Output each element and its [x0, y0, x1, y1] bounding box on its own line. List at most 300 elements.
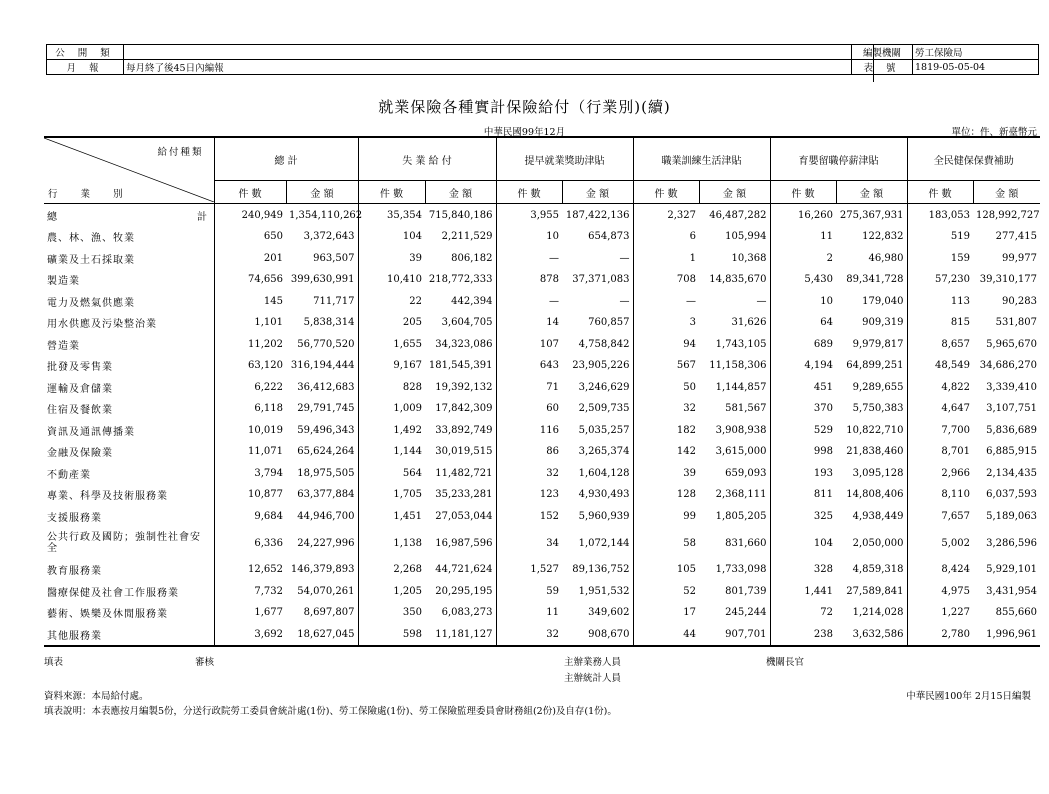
cell-amount: 855,660 — [995, 607, 1038, 619]
cell-amount: 17,842,309 — [435, 403, 493, 415]
cell-count: 8,424 — [907, 559, 973, 581]
cell-count: 7,657 — [907, 506, 973, 528]
table-row — [44, 420, 1040, 442]
cell-count: 1,227 — [907, 602, 973, 624]
cell-amount: 122,832 — [862, 231, 904, 243]
cell-amount: 33,892,749 — [435, 424, 493, 436]
cell-amount: 711,717 — [313, 295, 355, 307]
form-number-value: 1819-05-05-04 — [913, 60, 1039, 75]
group-header-early-reemployment: 提早就業獎助津貼 — [496, 137, 633, 181]
cell-count: 2,327 — [633, 204, 699, 227]
report-period: 中華民國99年12月 — [483, 127, 566, 138]
cell-count: 12,652 — [214, 559, 286, 581]
group-header-health-subsidy: 全民健保保費補助 — [907, 137, 1040, 181]
row-label: 其他服務業 — [44, 624, 214, 647]
cell-amount: 3,107,751 — [986, 403, 1038, 415]
table-row — [44, 602, 1040, 624]
cell-amount: 5,189,063 — [986, 510, 1038, 522]
row-label: 用水供應及污染整治業 — [47, 319, 157, 331]
cell-amount: 34,686,270 — [979, 360, 1038, 372]
cell-count: 5,002 — [907, 527, 973, 559]
cell-amount: 659,093 — [725, 467, 767, 479]
table-row — [44, 624, 1040, 647]
cell-amount: 1,951,532 — [578, 585, 630, 597]
cell-amount: 59,496,343 — [297, 424, 355, 436]
cell-count: 811 — [770, 484, 836, 506]
cell-amount: 4,930,493 — [578, 489, 630, 501]
cell-amount: 37,371,083 — [572, 274, 630, 286]
cell-amount: 23,905,226 — [572, 360, 630, 372]
cell-amount: 1,733,098 — [715, 564, 767, 576]
cell-amount: 1,996,961 — [973, 624, 1040, 647]
cell-count: 1,101 — [214, 312, 286, 334]
subheader-count: 件 數 — [770, 181, 836, 204]
cell-count: 3,955 — [496, 204, 562, 227]
row-label: 藝術、娛樂及休閒服務業 — [47, 609, 168, 621]
row-label: 專業、科學及技術服務業 — [47, 491, 168, 503]
table-row — [44, 355, 1040, 377]
cell-amount: 179,040 — [862, 295, 904, 307]
cell-count: 529 — [770, 420, 836, 442]
cell-amount: 9,289,655 — [852, 381, 904, 393]
cell-amount: 399,630,991 — [290, 274, 355, 286]
subheader-amount: 金 額 — [973, 181, 1040, 204]
cell-amount: 3,286,596 — [986, 537, 1038, 549]
cell-amount: 44,721,624 — [435, 564, 493, 576]
cell-count: 14 — [496, 312, 562, 334]
cell-amount: 581,567 — [725, 403, 767, 415]
agency-label: 編製機關 — [852, 45, 913, 60]
cell-amount: 3,095,128 — [852, 467, 904, 479]
row-label: 運輸及倉儲業 — [47, 383, 113, 395]
cell-amount: 1,214,028 — [852, 607, 904, 619]
cell-count: 71 — [496, 377, 562, 399]
cell-count: 8,110 — [907, 484, 973, 506]
cell-amount: 442,394 — [451, 295, 493, 307]
cell-amount: 715,840,186 — [428, 209, 493, 221]
cell-count: 1,441 — [770, 581, 836, 603]
row-label: 公共行政及國防；強制性社會安全 — [47, 532, 201, 554]
total-label-left: 總 — [47, 211, 57, 223]
cell-count: 32 — [496, 624, 562, 647]
cell-count: 11,202 — [214, 334, 286, 356]
cell-amount: 831,660 — [725, 537, 767, 549]
cell-count: 6 — [633, 226, 699, 248]
cell-count: 1,655 — [358, 334, 425, 356]
row-label: 醫療保健及社會工作服務業 — [47, 587, 179, 599]
cell-count: 63,120 — [214, 355, 286, 377]
cell-count: 201 — [214, 248, 286, 270]
cell-count: 5,430 — [770, 269, 836, 291]
cell-count: 1,492 — [358, 420, 425, 442]
form-number-label: 表 號 — [852, 60, 913, 75]
cell-amount: 3,632,586 — [836, 624, 907, 647]
cell-count: 238 — [770, 624, 836, 647]
cell-amount: 18,975,505 — [297, 467, 355, 479]
cell-amount: 36,412,683 — [297, 381, 355, 393]
cell-amount: 14,808,406 — [846, 489, 904, 501]
cell-amount: 14,835,670 — [709, 274, 767, 286]
row-label: 支援服務業 — [47, 512, 102, 524]
cell-count: 152 — [496, 506, 562, 528]
cell-amount: 963,507 — [313, 252, 355, 264]
cell-amount: 3,339,410 — [986, 381, 1038, 393]
cell-count: 22 — [358, 291, 425, 313]
cell-count: 3,794 — [214, 463, 286, 485]
cell-count: 567 — [633, 355, 699, 377]
benefits-table — [44, 136, 1040, 647]
cell-amount: 21,838,460 — [846, 446, 904, 458]
cell-count: 9,167 — [358, 355, 425, 377]
cell-amount: 30,019,515 — [435, 446, 493, 458]
table-body — [44, 204, 1040, 647]
cell-count: 10,877 — [214, 484, 286, 506]
cell-count: 34 — [496, 527, 562, 559]
cell-count: 650 — [214, 226, 286, 248]
cell-amount: 3,615,000 — [715, 446, 767, 458]
cell-count: 10,019 — [214, 420, 286, 442]
corner-cell — [44, 137, 214, 204]
cell-amount: 3,372,643 — [303, 231, 355, 243]
cell-amount: 806,182 — [451, 252, 493, 264]
cell-count: 9,684 — [214, 506, 286, 528]
cell-count: 74,656 — [214, 269, 286, 291]
cell-amount: 5,960,939 — [578, 510, 630, 522]
cell-count: 3,692 — [214, 624, 286, 647]
cell-count: 16,260 — [770, 204, 836, 227]
table-row — [44, 463, 1040, 485]
row-label: 教育服務業 — [47, 566, 102, 578]
cell-amount: 46,980 — [868, 252, 904, 264]
cell-count: 598 — [358, 624, 425, 647]
cell-count: 240,949 — [214, 204, 286, 227]
table-row — [44, 312, 1040, 334]
cell-count: 1,705 — [358, 484, 425, 506]
cell-amount: 44,946,700 — [297, 510, 355, 522]
group-header-parental-leave: 育嬰留職停薪津貼 — [770, 137, 907, 181]
cell-amount: 3,908,938 — [715, 424, 767, 436]
filling-instructions: 填表說明：本表應按月編製5份，分送行政院勞工委員會統計處(1份)、勞工保險處(1份)、勞工保險監理委員會財務組(2份)及自存(1份)。 — [44, 706, 617, 717]
row-label: 不動產業 — [47, 469, 91, 481]
cell-amount: 2,050,000 — [852, 537, 904, 549]
cell-count: 1,677 — [214, 602, 286, 624]
cell-amount: 2,211,529 — [441, 231, 493, 243]
cell-count: 7,732 — [214, 581, 286, 603]
cell-amount: 4,938,449 — [852, 510, 904, 522]
cell-amount: 11,181,127 — [425, 624, 496, 647]
cell-amount: 5,035,257 — [578, 424, 630, 436]
cell-count: 4,647 — [907, 398, 973, 420]
cell-count: 11,071 — [214, 441, 286, 463]
cell-count: 107 — [496, 334, 562, 356]
cell-count: 998 — [770, 441, 836, 463]
cell-amount: 277,415 — [995, 231, 1038, 243]
report-type-label: 月 報 — [47, 60, 124, 75]
row-label-total — [44, 204, 214, 227]
subheader-count: 件 數 — [214, 181, 286, 204]
filler-label: 填表 — [44, 657, 64, 668]
cell-count: 8,657 — [907, 334, 973, 356]
group-header-unemployment: 失 業 給 付 — [358, 137, 496, 181]
cell-count: 1,138 — [358, 527, 425, 559]
cell-count: 48,549 — [907, 355, 973, 377]
cell-count: 325 — [770, 506, 836, 528]
cell-count: 94 — [633, 334, 699, 356]
cell-amount: 5,838,314 — [303, 317, 355, 329]
cell-count: 59 — [496, 581, 562, 603]
cell-count: 350 — [358, 602, 425, 624]
cell-count: 451 — [770, 377, 836, 399]
cell-amount: — — [756, 295, 767, 307]
cell-count: 1,205 — [358, 581, 425, 603]
cell-count: 828 — [358, 377, 425, 399]
reviewer-label: 審核 — [195, 657, 215, 668]
cell-count: 32 — [496, 463, 562, 485]
header-row-groups — [44, 137, 1040, 181]
cell-amount: 8,697,807 — [303, 607, 355, 619]
subheader-amount: 金 額 — [286, 181, 358, 204]
cell-amount: 10,822,710 — [846, 424, 904, 436]
stats-officer-label: 主辦統計人員 — [564, 673, 622, 684]
cell-amount: 187,422,136 — [565, 209, 630, 221]
row-label: 營造業 — [47, 340, 80, 352]
cell-amount: 5,836,689 — [986, 424, 1038, 436]
subheader-count: 件 數 — [358, 181, 425, 204]
cell-amount: 3,431,954 — [986, 585, 1038, 597]
subheader-amount: 金 額 — [562, 181, 633, 204]
cell-amount: 2,509,735 — [578, 403, 630, 415]
subheader-amount: 金 額 — [836, 181, 907, 204]
cell-count: 643 — [496, 355, 562, 377]
cell-amount: 29,791,745 — [297, 403, 355, 415]
compile-date: 中華民國100年 2月15日編製 — [906, 691, 1031, 702]
row-label: 批發及零售業 — [47, 362, 113, 374]
cell-count: 159 — [907, 248, 973, 270]
cell-amount: 907,701 — [699, 624, 770, 647]
cell-amount: — — [619, 295, 630, 307]
table-row — [44, 269, 1040, 291]
cell-amount: 6,083,273 — [441, 607, 493, 619]
table-row — [44, 559, 1040, 581]
group-header-training-allowance: 職業訓練生活津貼 — [633, 137, 770, 181]
row-label: 金融及保險業 — [47, 448, 113, 460]
cell-count: 11 — [770, 226, 836, 248]
cell-amount: 56,770,520 — [297, 338, 355, 350]
cell-count: 72 — [770, 602, 836, 624]
row-label: 農、林、漁、牧業 — [47, 233, 135, 245]
total-label-right: 計 — [197, 211, 207, 223]
table-row — [44, 484, 1040, 506]
cell-amount: 5,965,670 — [986, 338, 1038, 350]
cell-count: — — [496, 291, 562, 313]
cell-count: 116 — [496, 420, 562, 442]
table-row-total — [44, 204, 1040, 227]
cell-amount: 654,873 — [588, 231, 630, 243]
table-row — [44, 506, 1040, 528]
cell-amount: 4,859,318 — [852, 564, 904, 576]
cell-amount: 4,758,842 — [578, 338, 630, 350]
cell-count: 4,194 — [770, 355, 836, 377]
cell-count: 10 — [496, 226, 562, 248]
cell-count: 183,053 — [907, 204, 973, 227]
cell-amount: 3,246,629 — [578, 381, 630, 393]
cell-amount: 31,626 — [731, 317, 767, 329]
cell-amount: 27,053,044 — [435, 510, 493, 522]
cell-amount: 65,624,264 — [297, 446, 355, 458]
cell-amount: 5,750,383 — [852, 403, 904, 415]
cell-amount: 1,805,205 — [715, 510, 767, 522]
cell-count: 6,118 — [214, 398, 286, 420]
header-left-top-line — [46, 44, 873, 45]
report-schedule: 每月終了後45日內編報 — [124, 60, 874, 75]
cell-count: 11 — [496, 602, 562, 624]
cell-count: 142 — [633, 441, 699, 463]
cell-amount: 19,392,132 — [435, 381, 493, 393]
cell-count: 10 — [770, 291, 836, 313]
subheader-amount: 金 額 — [425, 181, 496, 204]
cell-amount: 90,283 — [1002, 295, 1038, 307]
cell-count: 39 — [358, 248, 425, 270]
table-row — [44, 581, 1040, 603]
cell-count: 145 — [214, 291, 286, 313]
cell-count: 104 — [358, 226, 425, 248]
cell-amount: 909,319 — [862, 317, 904, 329]
cell-count: 878 — [496, 269, 562, 291]
table-row — [44, 441, 1040, 463]
cell-amount: 89,341,728 — [846, 274, 904, 286]
cell-amount: 146,379,893 — [290, 564, 355, 576]
cell-amount: 39,310,177 — [979, 274, 1038, 286]
cell-amount: 105,994 — [725, 231, 767, 243]
data-source: 資料來源：本局給付處。 — [44, 691, 149, 702]
cell-count: 519 — [907, 226, 973, 248]
cell-amount: 2,134,435 — [986, 467, 1038, 479]
cell-count: 1 — [633, 248, 699, 270]
cell-amount: 1,144,857 — [715, 381, 767, 393]
row-label: 資訊及通訊傳播業 — [47, 426, 135, 438]
row-label: 電力及燃氣供應業 — [47, 297, 135, 309]
cell-amount: 275,367,931 — [839, 209, 904, 221]
cell-count: 815 — [907, 312, 973, 334]
cell-count: 64 — [770, 312, 836, 334]
cell-count: 32 — [633, 398, 699, 420]
cell-count: 113 — [907, 291, 973, 313]
cell-count: 689 — [770, 334, 836, 356]
cell-count: 2 — [770, 248, 836, 270]
cell-amount: 3,265,374 — [578, 446, 630, 458]
agency-head-label: 機關長官 — [766, 657, 805, 668]
cell-count: 1,144 — [358, 441, 425, 463]
cell-count: 44 — [633, 624, 699, 647]
public-class-label: 公 開 類 — [47, 45, 124, 60]
cell-count: — — [496, 248, 562, 270]
cell-amount: 27,589,841 — [846, 585, 904, 597]
subheader-amount: 金 額 — [699, 181, 770, 204]
cell-amount: 245,244 — [725, 607, 767, 619]
cell-amount: 128,992,727 — [976, 209, 1040, 221]
cell-count: 4,822 — [907, 377, 973, 399]
table-row — [44, 398, 1040, 420]
subheader-count: 件 數 — [907, 181, 973, 204]
cell-amount: 20,295,195 — [435, 585, 493, 597]
cell-amount: 11,482,721 — [435, 467, 493, 479]
cell-count: 50 — [633, 377, 699, 399]
cell-amount: 63,377,884 — [297, 489, 355, 501]
cell-count: 182 — [633, 420, 699, 442]
cell-amount: 218,772,333 — [428, 274, 493, 286]
business-officer-label: 主辦業務人員 — [564, 657, 622, 668]
cell-count: 6,222 — [214, 377, 286, 399]
cell-count: 2,966 — [907, 463, 973, 485]
report-title: 就業保險各種實計保險給付（行業別)(續) — [378, 98, 671, 116]
cell-count: 205 — [358, 312, 425, 334]
cell-count: 370 — [770, 398, 836, 420]
cell-count: 193 — [770, 463, 836, 485]
agency-value: 勞工保險局 — [913, 45, 1039, 60]
cell-count: 1,009 — [358, 398, 425, 420]
cell-amount: 24,227,996 — [297, 537, 355, 549]
cell-amount: 181,545,391 — [428, 360, 493, 372]
cell-count: 4,975 — [907, 581, 973, 603]
cell-count: 1,451 — [358, 506, 425, 528]
row-label: 礦業及土石採取業 — [47, 254, 135, 266]
corner-top-label: 給付種類 — [157, 147, 204, 158]
subheader-count: 件 數 — [496, 181, 562, 204]
cell-count: 10,410 — [358, 269, 425, 291]
unit-label: 單位：件、新臺幣元 — [951, 127, 1037, 138]
cell-amount: 316,194,444 — [290, 360, 355, 372]
cell-amount: — — [619, 252, 630, 264]
cell-count: 52 — [633, 581, 699, 603]
cell-amount: 54,070,261 — [297, 585, 355, 597]
cell-amount: 5,929,101 — [986, 564, 1038, 576]
cell-amount: 6,037,593 — [986, 489, 1038, 501]
cell-count: 17 — [633, 602, 699, 624]
group-header-total: 總 計 — [214, 137, 358, 181]
cell-amount: 801,739 — [725, 585, 767, 597]
cell-amount: 760,857 — [588, 317, 630, 329]
cell-count: 39 — [633, 463, 699, 485]
cell-count: 123 — [496, 484, 562, 506]
cell-amount: 18,627,045 — [286, 624, 358, 647]
table-row — [44, 226, 1040, 248]
cell-amount: 34,323,086 — [435, 338, 493, 350]
cell-amount: 1,743,105 — [715, 338, 767, 350]
table-row — [44, 527, 1040, 559]
cell-count: 105 — [633, 559, 699, 581]
cell-count: 3 — [633, 312, 699, 334]
cell-count: 99 — [633, 506, 699, 528]
cell-count: 2,268 — [358, 559, 425, 581]
cell-amount: 1,354,110,262 — [289, 209, 363, 221]
cell-amount: 349,602 — [588, 607, 630, 619]
cell-amount: 1,072,144 — [578, 537, 630, 549]
cell-amount: 16,987,596 — [435, 537, 493, 549]
cell-count: 57,230 — [907, 269, 973, 291]
cell-count: 128 — [633, 484, 699, 506]
cell-count: 104 — [770, 527, 836, 559]
subheader-count: 件 數 — [633, 181, 699, 204]
cell-amount: 89,136,752 — [572, 564, 630, 576]
cell-amount: 3,604,705 — [441, 317, 493, 329]
header-right-box — [851, 44, 1039, 75]
table-row — [44, 291, 1040, 313]
table-row — [44, 248, 1040, 270]
cell-amount: 2,368,111 — [715, 489, 767, 501]
cell-count: 8,701 — [907, 441, 973, 463]
header-left-box — [46, 44, 873, 75]
cell-count: 328 — [770, 559, 836, 581]
